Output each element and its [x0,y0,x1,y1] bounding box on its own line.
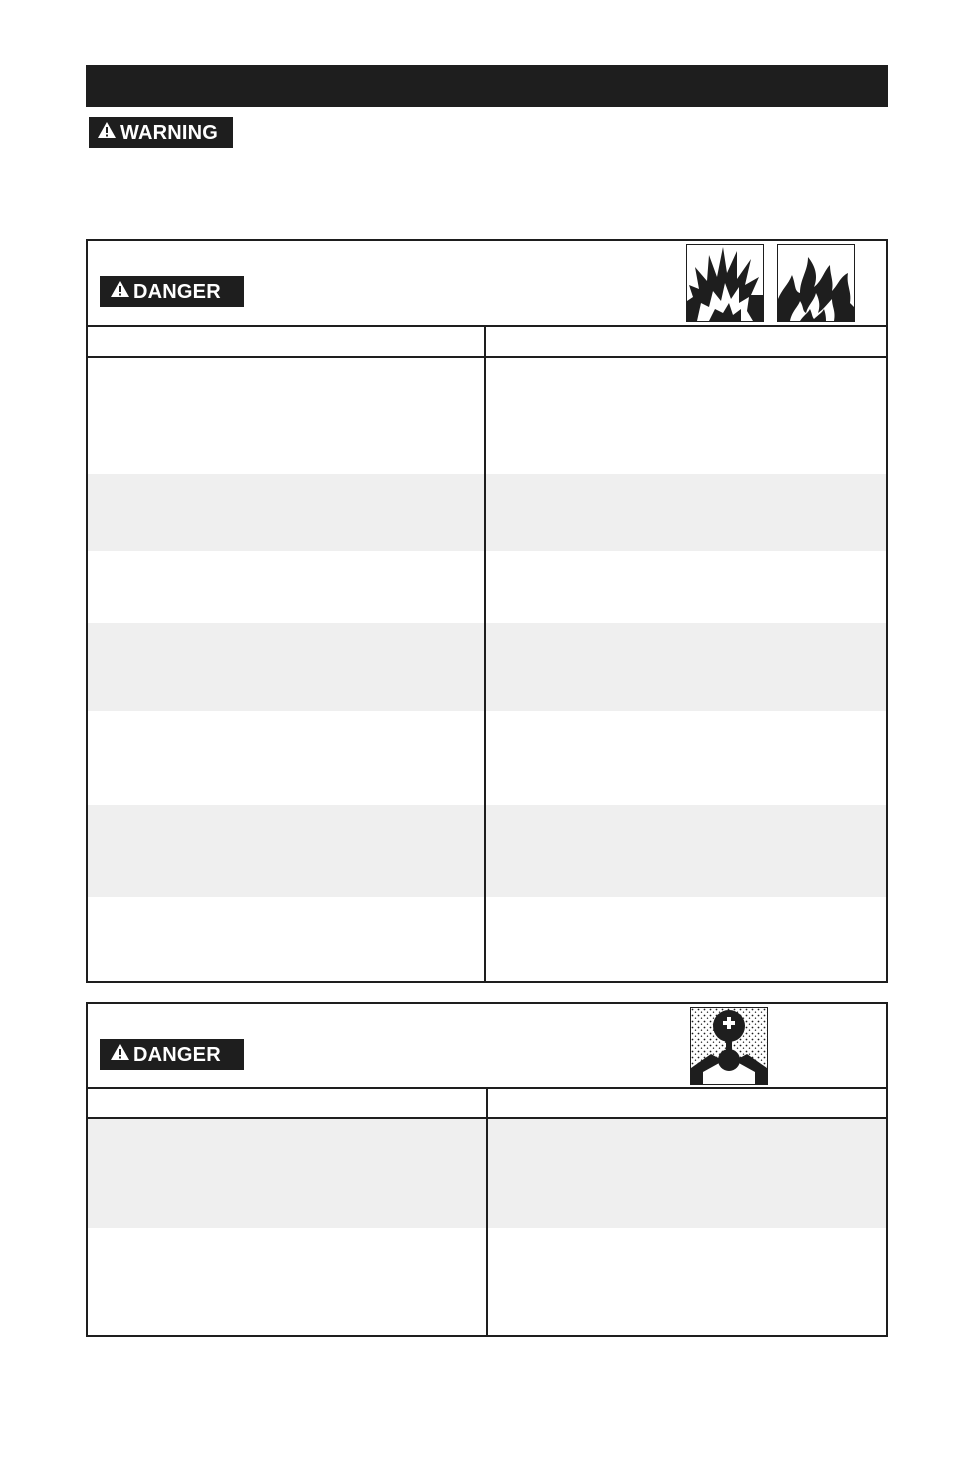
table-row [88,805,886,897]
column-header-row [88,327,886,358]
table-row [88,358,886,474]
column-divider [486,1089,488,1335]
danger-signal-word: DANGER [133,1043,221,1066]
warning-triangle-icon [97,121,117,144]
warning-signal-word: WARNING [120,121,219,144]
explosion-icon [686,244,764,322]
section-header-bar [86,65,888,107]
warning-triangle-icon [110,1043,130,1066]
danger-panel-fumes [86,1002,888,1337]
table-row [88,551,886,623]
table-row [88,474,886,551]
warning-label [89,117,233,148]
danger-panel-fire [86,239,888,983]
column-divider [484,327,486,981]
fire-icon [777,244,855,322]
table-row [88,711,886,805]
danger-label [100,1039,244,1070]
table-row [88,897,886,981]
toxic-fumes-icon [690,1007,768,1085]
warning-triangle-icon [110,280,130,303]
danger-label [100,276,244,307]
table-row [88,623,886,711]
danger-signal-word: DANGER [133,280,221,303]
